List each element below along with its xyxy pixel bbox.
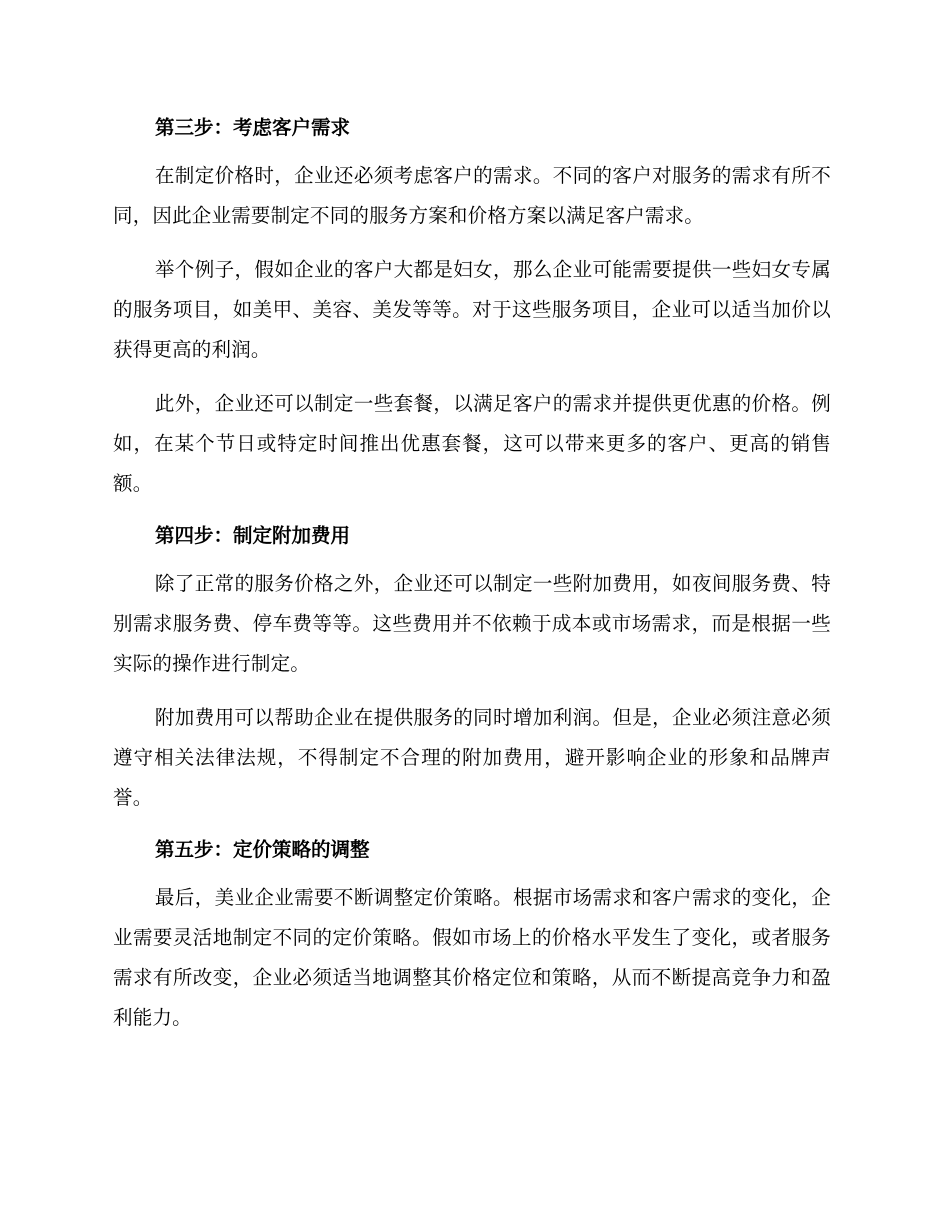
document-page: [113, 106, 831, 1038]
section-heading-step-3: 第三步：考虑客户需求: [155, 116, 351, 139]
paragraph: 举个例子，假如企业的客户大都是妇女，那么企业可能需要提供一些妇女专属的服务项目，如美甲、美容、美发等等。对于这些服务项目，企业可以适当加价以获得更高的利润。: [113, 258, 831, 361]
section-heading-step-5: 第五步：定价策略的调整: [155, 838, 370, 861]
paragraph: 此外，企业还可以制定一些套餐，以满足客户的需求并提供更优惠的价格。例如，在某个节日或特定时间推出优惠套餐，这可以带来更多的客户、更高的销售额。: [113, 392, 831, 495]
paragraph: 除了正常的服务价格之外，企业还可以制定一些附加费用，如夜间服务费、特别需求服务费、停车费等等。这些费用并不依赖于成本或市场需求，而是根据一些实际的操作进行制定。: [113, 572, 831, 675]
paragraph: 在制定价格时，企业还必须考虑客户的需求。不同的客户对服务的需求有所不同，因此企业需要制定不同的服务方案和价格方案以满足客户需求。: [113, 164, 831, 227]
paragraph: 最后，美业企业需要不断调整定价策略。根据市场需求和客户需求的变化，企业需要灵活地制定不同的定价策略。假如市场上的价格水平发生了变化，或者服务需求有所改变，企业必须适当地调整其价格定位和策略，从而不断提高竞争力和盈利能力。: [113, 886, 831, 1029]
paragraph: 附加费用可以帮助企业在提供服务的同时增加利润。但是，企业必须注意必须遵守相关法律法规，不得制定不合理的附加费用，避开影响企业的形象和品牌声誉。: [113, 706, 831, 809]
section-heading-step-4: 第四步：制定附加费用: [155, 524, 351, 547]
